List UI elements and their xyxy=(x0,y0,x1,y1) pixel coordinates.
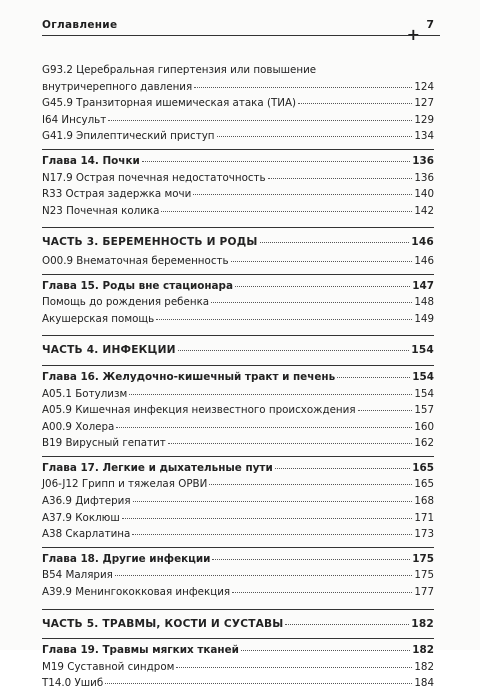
toc-entry-0 xyxy=(42,62,434,95)
toc-entry-line xyxy=(42,365,434,386)
toc-page-number: 154 xyxy=(411,344,434,357)
toc-entry-3 xyxy=(42,128,434,145)
toc-entry-17 xyxy=(42,419,434,436)
toc-entry-line xyxy=(42,95,434,112)
toc-entry-line xyxy=(42,311,434,328)
toc-entry-line xyxy=(42,510,434,527)
toc-entry-line xyxy=(42,203,434,220)
toc-entry-line xyxy=(42,638,434,659)
toc-entry-line xyxy=(42,402,434,419)
toc-entry-line xyxy=(42,62,434,79)
leader-dots xyxy=(115,575,413,576)
leader-dots xyxy=(268,178,413,179)
toc-entry-9 xyxy=(42,253,434,270)
toc-entry-text: A38 Скарлатина xyxy=(42,528,131,541)
toc-chapter-19 xyxy=(42,456,434,477)
toc-entry-line xyxy=(42,294,434,311)
toc-entry-text: внутричерепного давления xyxy=(42,80,193,93)
leader-dots xyxy=(194,87,412,88)
leader-dots xyxy=(235,286,410,287)
toc-entry-line xyxy=(42,112,434,129)
toc-entry-29 xyxy=(42,659,434,676)
leader-dots xyxy=(178,350,410,351)
toc-entry-line xyxy=(42,493,434,510)
toc-page-number: 154 xyxy=(412,370,434,383)
toc-entry-line xyxy=(42,227,434,253)
toc-page-number: 168 xyxy=(414,495,434,508)
toc-entry-text: T14.0 Ушиб xyxy=(42,677,104,690)
toc-entry-16 xyxy=(42,402,434,419)
toc-chapter-24 xyxy=(42,547,434,568)
toc-entry-line xyxy=(42,149,434,170)
toc-entry-22 xyxy=(42,510,434,527)
toc-entry-text: R33 Острая задержка мочи xyxy=(42,188,192,201)
toc-chapter-14 xyxy=(42,365,434,386)
toc-entry-text: G45.9 Транзиторная ишемическая атака (ТИА) xyxy=(42,97,297,110)
toc-entry-line xyxy=(42,79,434,96)
toc-page-number: 136 xyxy=(414,171,434,184)
toc-entry-text: N17.9 Острая почечная недостаточность xyxy=(42,171,266,184)
leader-dots xyxy=(231,261,413,262)
header-rule xyxy=(42,35,440,36)
leader-dots xyxy=(129,394,412,395)
toc-chapter-10 xyxy=(42,274,434,295)
toc-page-number: 149 xyxy=(414,312,434,325)
toc-entry-text: Помощь до рождения ребенка xyxy=(42,296,210,309)
toc-entry-line xyxy=(42,419,434,436)
toc-entry-1 xyxy=(42,95,434,112)
toc-entry-text: Глава 17. Легкие и дыхательные пути xyxy=(42,461,273,474)
header-title: Оглавление xyxy=(42,19,118,31)
toc-page-number: 146 xyxy=(411,236,434,249)
toc-page-number: 182 xyxy=(412,644,434,657)
leader-dots xyxy=(142,161,411,162)
toc-entry-text: M19 Суставной синдром xyxy=(42,660,175,673)
leader-dots xyxy=(232,592,412,593)
toc-entry-line xyxy=(42,335,434,361)
toc-page-number: 140 xyxy=(414,188,434,201)
plus-mark-icon: + xyxy=(406,25,420,44)
toc-entry-line xyxy=(42,253,434,270)
toc-page-number: 175 xyxy=(412,552,434,565)
toc-entry-text: Глава 18. Другие инфекции xyxy=(42,552,211,565)
leader-dots xyxy=(105,683,412,684)
toc-entry-text: B19 Вирусный гепатит xyxy=(42,437,166,450)
toc-entry-text: ЧАСТЬ 3. БЕРЕМЕННОСТЬ И РОДЫ xyxy=(42,236,258,249)
leader-dots xyxy=(122,518,413,519)
toc-entry-text: Акушерская помощь xyxy=(42,312,155,325)
toc-page-number: 142 xyxy=(414,204,434,217)
toc-entry-text: G93.2 Церебральная гипертензия или повышение xyxy=(42,64,317,76)
toc-page-number: 129 xyxy=(414,113,434,126)
toc-page-number: 124 xyxy=(414,80,434,93)
toc-entry-text: ЧАСТЬ 4. ИНФЕКЦИИ xyxy=(42,344,176,357)
toc-page-number: 175 xyxy=(414,569,434,582)
toc-entry-6 xyxy=(42,186,434,203)
toc-entry-line xyxy=(42,435,434,452)
toc-entry-line xyxy=(42,386,434,403)
toc-page-number: 134 xyxy=(414,130,434,143)
leader-dots xyxy=(193,194,412,195)
toc-entry-12 xyxy=(42,311,434,328)
toc-entry-line xyxy=(42,128,434,145)
toc-entry-line xyxy=(42,609,434,635)
toc-entry-26 xyxy=(42,584,434,601)
toc-entry-15 xyxy=(42,386,434,403)
toc-page-number: 173 xyxy=(414,528,434,541)
leader-dots xyxy=(133,501,413,502)
leader-dots xyxy=(275,468,411,469)
toc-entry-text: O00.9 Внематочная беременность xyxy=(42,254,229,267)
toc-part-13 xyxy=(42,335,434,361)
toc-page-number: 182 xyxy=(411,617,434,630)
toc-entry-line xyxy=(42,567,434,584)
toc-part-8 xyxy=(42,227,434,253)
toc-entry-text: A05.1 Ботулизм xyxy=(42,387,128,400)
toc-entry-text: Глава 15. Роды вне стационара xyxy=(42,279,234,292)
leader-dots xyxy=(217,136,413,137)
leader-dots xyxy=(212,559,410,560)
toc-entry-11 xyxy=(42,294,434,311)
toc-chapter-4 xyxy=(42,149,434,170)
toc-page-number: 184 xyxy=(414,677,434,690)
toc-entry-text: A05.9 Кишечная инфекция неизвестного происхождения xyxy=(42,404,356,417)
toc-page-number: 182 xyxy=(414,660,434,673)
toc-entry-text: A00.9 Холера xyxy=(42,420,115,433)
toc-page-number: 154 xyxy=(414,387,434,400)
toc-entry-text: B54 Малярия xyxy=(42,569,113,582)
table-of-contents xyxy=(42,62,434,692)
leader-dots xyxy=(241,650,410,651)
toc-page-number: 157 xyxy=(414,404,434,417)
toc-entry-23 xyxy=(42,526,434,543)
toc-entry-18 xyxy=(42,435,434,452)
toc-entry-line xyxy=(42,659,434,676)
toc-page-number: 160 xyxy=(414,420,434,433)
toc-entry-2 xyxy=(42,112,434,129)
leader-dots xyxy=(211,302,412,303)
leader-dots xyxy=(161,211,412,212)
toc-entry-line xyxy=(42,170,434,187)
toc-entry-text: J06-J12 Грипп и тяжелая ОРВИ xyxy=(42,478,208,491)
leader-dots xyxy=(358,410,413,411)
toc-entry-5 xyxy=(42,170,434,187)
toc-page-number: 165 xyxy=(414,478,434,491)
leader-dots xyxy=(260,242,410,243)
toc-entry-text: Глава 19. Травмы мягких тканей xyxy=(42,644,239,657)
toc-entry-line xyxy=(42,186,434,203)
toc-page-number: 136 xyxy=(412,154,434,167)
toc-chapter-28 xyxy=(42,638,434,659)
toc-page-number: 148 xyxy=(414,296,434,309)
toc-entry-line xyxy=(42,547,434,568)
toc-entry-25 xyxy=(42,567,434,584)
toc-entry-7 xyxy=(42,203,434,220)
toc-page-number: 146 xyxy=(414,254,434,267)
toc-entry-text: I64 Инсульт xyxy=(42,113,107,126)
page-number: 7 xyxy=(426,18,434,31)
leader-dots xyxy=(209,484,412,485)
toc-entry-line xyxy=(42,274,434,295)
leader-dots xyxy=(132,534,412,535)
running-header xyxy=(0,0,480,44)
leader-dots xyxy=(298,103,412,104)
leader-dots xyxy=(285,624,409,625)
toc-entry-text: G41.9 Эпилептический приступ xyxy=(42,130,215,143)
toc-entry-text: Глава 16. Желудочно-кишечный тракт и печень xyxy=(42,370,336,383)
toc-page-number: 177 xyxy=(414,586,434,599)
toc-page-number: 127 xyxy=(414,97,434,110)
toc-entry-line xyxy=(42,456,434,477)
toc-entry-line xyxy=(42,675,434,692)
toc-page-number: 147 xyxy=(412,279,434,292)
toc-entry-30 xyxy=(42,675,434,692)
toc-entry-text: A39.9 Менингококковая инфекция xyxy=(42,586,231,599)
toc-entry-line xyxy=(42,526,434,543)
toc-entry-20 xyxy=(42,476,434,493)
toc-entry-text: A37.9 Коклюш xyxy=(42,511,120,524)
leader-dots xyxy=(168,443,413,444)
toc-page-number: 171 xyxy=(414,511,434,524)
toc-entry-21 xyxy=(42,493,434,510)
toc-entry-text: N23 Почечная колика xyxy=(42,204,160,217)
toc-entry-text: A36.9 Дифтерия xyxy=(42,495,131,508)
toc-entry-line xyxy=(42,584,434,601)
toc-page-number: 162 xyxy=(414,437,434,450)
toc-page-number: 165 xyxy=(412,461,434,474)
toc-part-27 xyxy=(42,609,434,635)
toc-entry-text: ЧАСТЬ 5. ТРАВМЫ, КОСТИ И СУСТАВЫ xyxy=(42,617,284,630)
toc-entry-line xyxy=(42,476,434,493)
leader-dots xyxy=(116,427,412,428)
toc-entry-text: Глава 14. Почки xyxy=(42,154,140,167)
leader-dots xyxy=(176,667,412,668)
leader-dots xyxy=(108,120,412,121)
leader-dots xyxy=(337,377,410,378)
leader-dots xyxy=(156,319,412,320)
